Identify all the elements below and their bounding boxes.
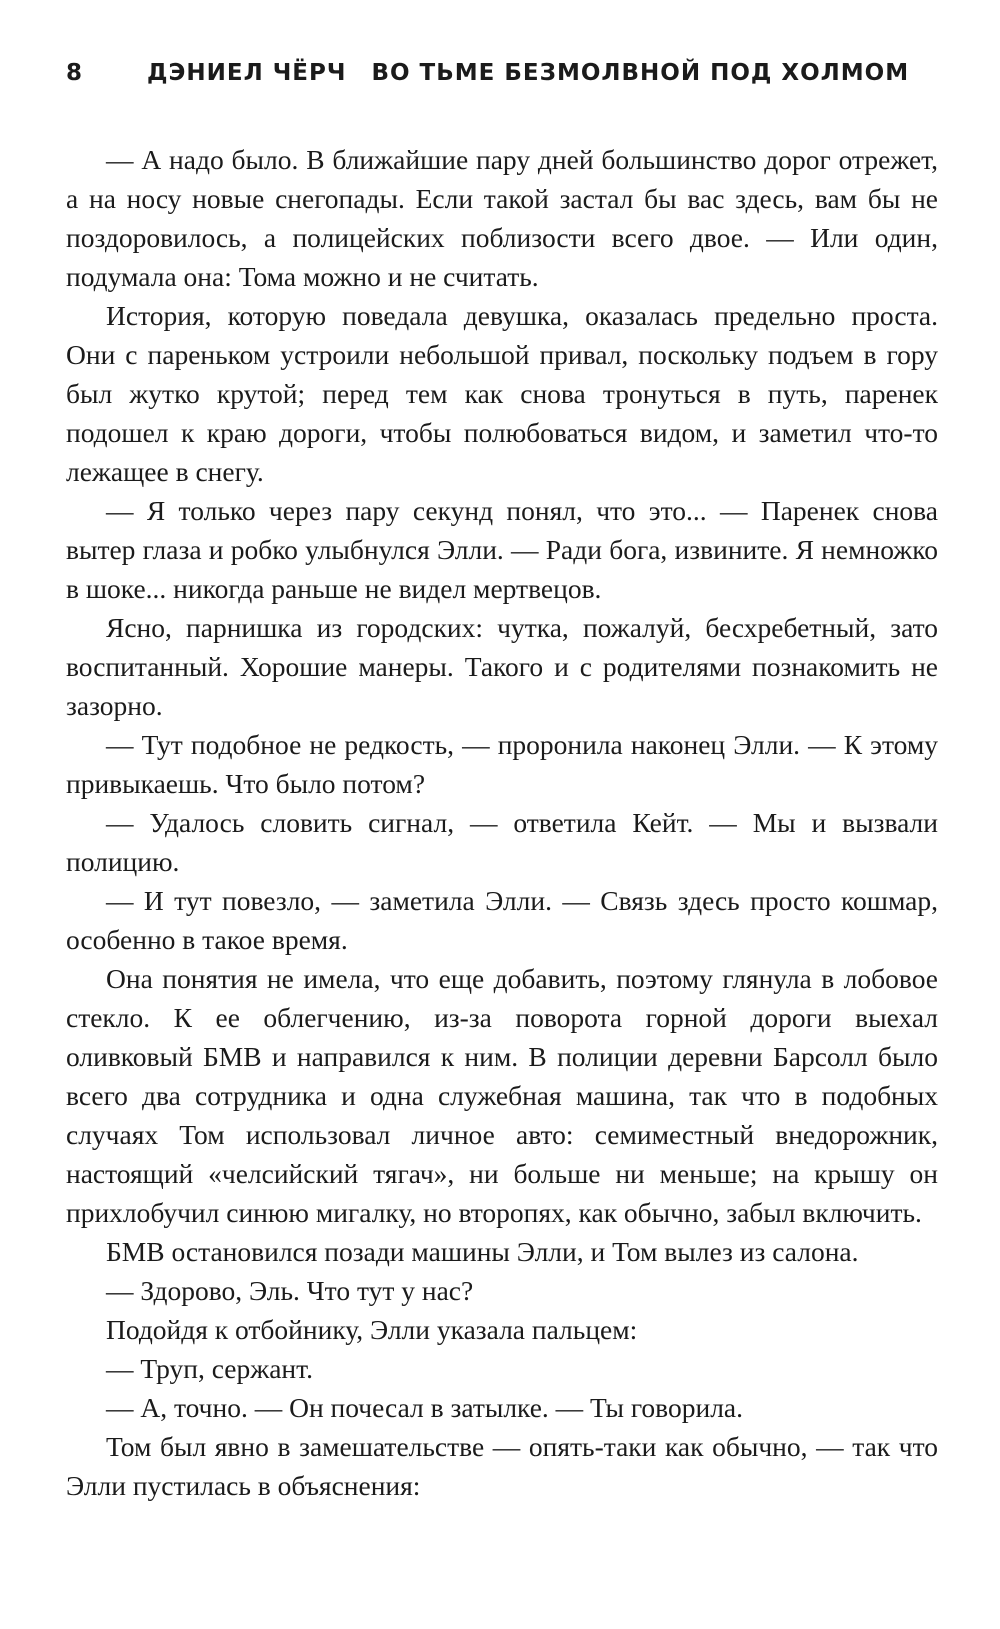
running-header	[66, 60, 909, 86]
page-number: 8	[66, 60, 84, 86]
paragraph: История, которую поведала девушка, оказалась предельно проста. Они с пареньком устроили небольшой привал, поскольку подъем в гору был жутко крутой; перед тем как снова тронуться в путь, паренек подошел к краю дороги, чтобы полюбоваться видом, и заметил что-то лежащее в снегу.	[66, 300, 938, 487]
paragraph: — Тут подобное не редкость, — проронила наконец Элли. — К этому привыкаешь. Что было потом?	[66, 729, 938, 799]
paragraph: Она понятия не имела, что еще добавить, поэтому глянула в лобовое стекло. К ее облегчению, из-за поворота горной дороги выехал оливковый БМВ и направился к ним. В полиции деревни Барсолл было всего два сотрудника и одна служебная машина, так что в подобных случаях Том использовал личное авто: семиместный внедорожник, настоящий «челсийский тягач», ни больше ни меньше; на крышу он прихлобучил синюю мигалку, но второпях, как обычно, забыл включить.	[66, 963, 938, 1228]
paragraph: — Удалось словить сигнал, — ответила Кейт. — Мы и вызвали полицию.	[66, 807, 938, 877]
body-text	[66, 140, 938, 1505]
book-title: ВО ТЬМЕ БЕЗМОЛВНОЙ ПОД ХОЛМОМ	[371, 60, 910, 86]
paragraph: — А, точно. — Он почесал в затылке. — Ты говорила.	[106, 1392, 743, 1423]
paragraph: — Труп, сержант.	[106, 1353, 313, 1384]
paragraph: — Я только через пару секунд понял, что это... — Паренек снова вытер глаза и робко улыбнулся Элли. — Ради бога, извините. Я немножко в шоке... никогда раньше не видел мертвецов.	[66, 495, 938, 604]
paragraph: — И тут повезло, — заметила Элли. — Связь здесь просто кошмар, особенно в такое время.	[66, 885, 938, 955]
paragraph: — А надо было. В ближайшие пару дней большинство дорог отрежет, а на носу новые снегопады. Если такой застал бы вас здесь, вам бы не поздоровилось, а полицейских поблизости всего двое. — Или один, подумала она: Тома можно и не считать.	[66, 144, 938, 292]
paragraph: БМВ остановился позади машины Элли, и Том вылез из салона.	[106, 1236, 859, 1267]
paragraph: Том был явно в замешательстве — опять-таки как обычно, — так что Элли пустилась в объяснения:	[66, 1431, 938, 1501]
paragraph: — Здорово, Эль. Что тут у нас?	[106, 1275, 474, 1306]
paragraph: Подойдя к отбойнику, Элли указала пальцем:	[106, 1314, 638, 1345]
author-name: ДЭНИЕЛ ЧЁРЧ	[147, 60, 347, 86]
paragraph: Ясно, парнишка из городских: чутка, пожалуй, бесхребетный, зато воспитанный. Хорошие манеры. Такого и с родителями познакомить не зазорно.	[66, 612, 938, 721]
